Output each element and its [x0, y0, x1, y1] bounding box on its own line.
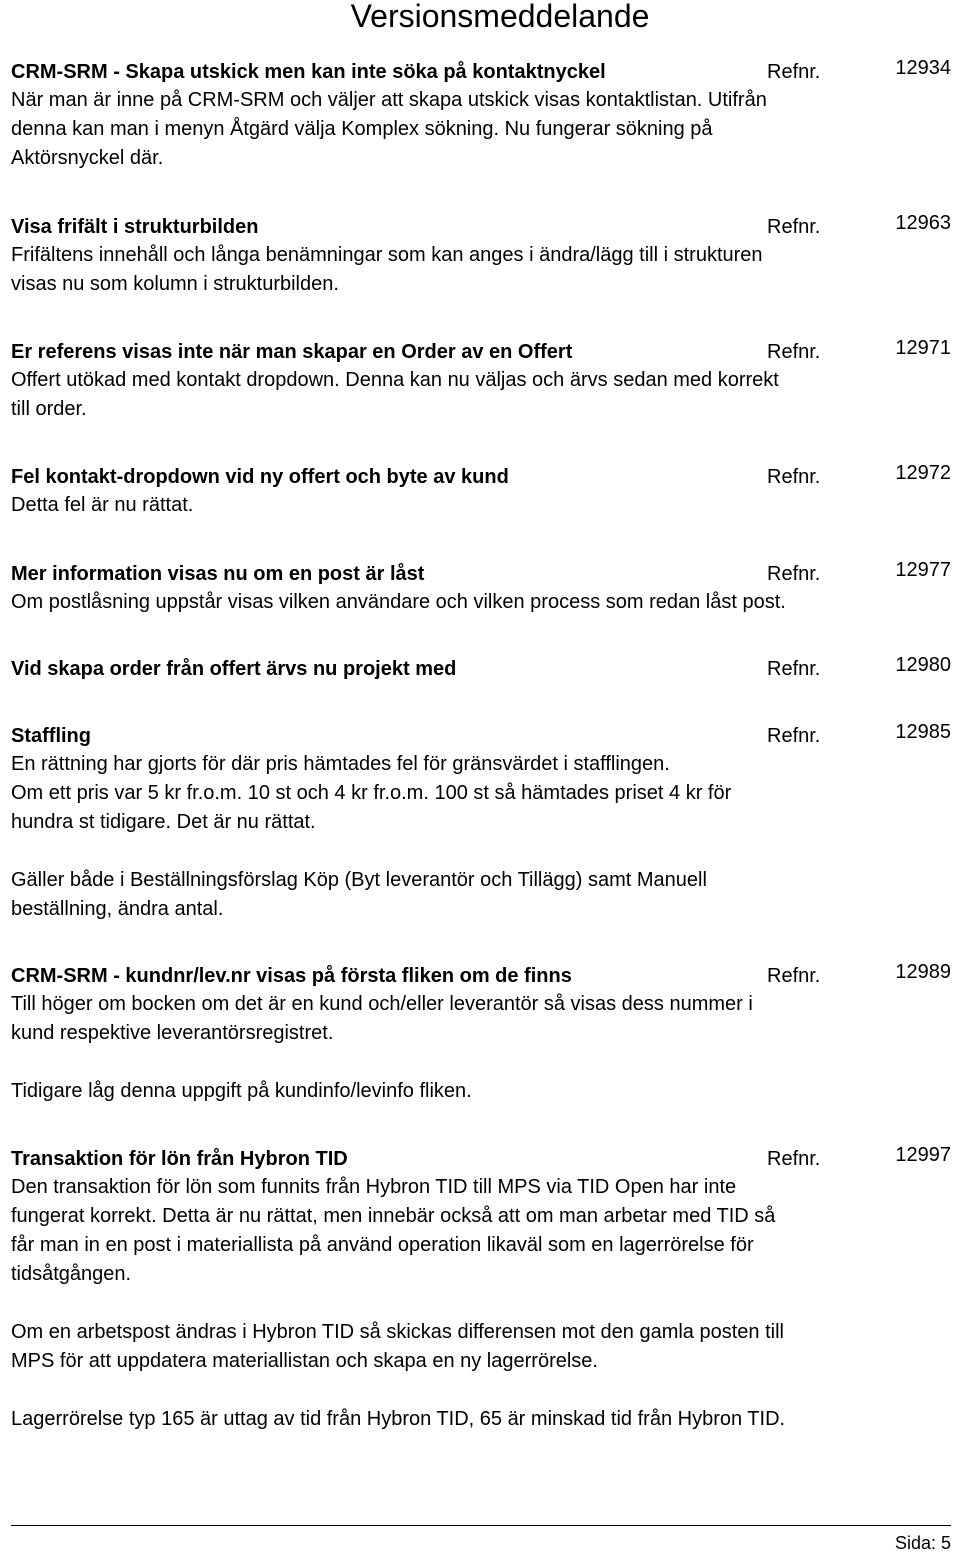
- footer-divider: [11, 1525, 951, 1526]
- paragraph-gap: [11, 1048, 951, 1077]
- release-note-entry: [11, 720, 951, 924]
- entry-header: [11, 960, 951, 990]
- entry-paragraph: [11, 1173, 951, 1289]
- entry-text-line: Till höger om bocken om det är en kund och/eller leverantör så visas dess nummer i: [11, 993, 753, 1015]
- entry-header: [11, 558, 951, 588]
- refnr-label: Refnr.: [767, 563, 821, 585]
- entry-text-line: tidsåtgången.: [11, 1263, 132, 1285]
- entry-text-line: MPS för att uppdatera materiallistan och skapa en ny lagerrörelse.: [11, 1350, 598, 1372]
- entry-paragraph: [11, 990, 951, 1048]
- refnr-label: Refnr.: [767, 1148, 821, 1170]
- paragraph-gap: [11, 1376, 951, 1405]
- entry-header: [11, 461, 951, 491]
- entry-paragraph: [11, 1077, 951, 1106]
- entry-text-line: fungerat korrekt. Detta är nu rättat, men innebär också att om man arbetar med TID så: [11, 1205, 776, 1227]
- release-note-entry: [11, 1143, 951, 1434]
- entry-text-line: hundra st tidigare. Det är nu rättat.: [11, 811, 316, 833]
- entry-paragraph: [11, 366, 951, 424]
- refnr-label: Refnr.: [767, 965, 821, 987]
- entry-title: Staffling: [11, 725, 91, 747]
- release-note-entry: [11, 211, 951, 299]
- entry-paragraph: [11, 588, 951, 617]
- entry-title: CRM-SRM - Skapa utskick men kan inte söka på kontaktnyckel: [11, 61, 606, 83]
- entry-text-line: Gäller både i Beställningsförslag Köp (Byt leverantör och Tillägg) samt Manuell: [11, 869, 707, 891]
- entry-header: [11, 211, 951, 241]
- entry-text-line: Detta fel är nu rättat.: [11, 494, 194, 516]
- refnr-label: Refnr.: [767, 341, 821, 363]
- entry-paragraph: [11, 241, 951, 299]
- reference-number: 12963: [895, 212, 951, 234]
- release-note-entry: [11, 653, 951, 683]
- entry-title: Vid skapa order från offert ärvs nu projekt med: [11, 658, 457, 680]
- entry-text-line: Frifältens innehåll och långa benämningar som kan anges i ändra/lägg till i strukturen: [11, 244, 763, 266]
- entry-title: Mer information visas nu om en post är låst: [11, 563, 425, 585]
- page-title: [0, 0, 960, 32]
- entry-paragraph: [11, 750, 951, 837]
- paragraph-gap: [11, 837, 951, 866]
- entry-text-line: beställning, ändra antal.: [11, 898, 224, 920]
- reference-number: 12980: [895, 654, 951, 676]
- reference-number: 12934: [895, 57, 951, 79]
- release-note-entry: [11, 558, 951, 617]
- release-note-entry: [11, 336, 951, 424]
- entry-header: [11, 720, 951, 750]
- entry-text-line: Lagerrörelse typ 165 är uttag av tid från Hybron TID, 65 är minskad tid från Hybron TID.: [11, 1408, 786, 1430]
- entry-text-line: Den transaktion för lön som funnits från Hybron TID till MPS via TID Open har inte: [11, 1176, 737, 1198]
- entry-title: Visa frifält i strukturbilden: [11, 216, 259, 238]
- entry-title: Fel kontakt-dropdown vid ny offert och byte av kund: [11, 466, 509, 488]
- entry-paragraph: [11, 1318, 951, 1376]
- page-number: Sida: 5: [894, 1533, 951, 1553]
- entry-header: [11, 1143, 951, 1173]
- entry-paragraph: [11, 86, 951, 173]
- reference-number: 12977: [895, 559, 951, 581]
- entry-text-line: Aktörsnyckel där.: [11, 147, 164, 169]
- entry-paragraph: [11, 491, 951, 520]
- reference-number: 12972: [895, 462, 951, 484]
- release-note-entry: [11, 461, 951, 520]
- refnr-label: Refnr.: [767, 466, 821, 488]
- entry-title: CRM-SRM - kundnr/lev.nr visas på första fliken om de finns: [11, 965, 572, 987]
- entry-text-line: Tidigare låg denna uppgift på kundinfo/levinfo fliken.: [11, 1080, 472, 1102]
- refnr-label: Refnr.: [767, 216, 821, 238]
- entry-header: [11, 56, 951, 86]
- entry-paragraph: [11, 1405, 951, 1434]
- entry-text-line: till order.: [11, 398, 87, 420]
- reference-number: 12997: [895, 1144, 951, 1166]
- refnr-label: Refnr.: [767, 725, 821, 747]
- reference-number: 12985: [895, 721, 951, 743]
- entry-title: Er referens visas inte när man skapar en Order av en Offert: [11, 341, 573, 363]
- release-note-entry: [11, 960, 951, 1106]
- release-note-entry: [11, 56, 951, 173]
- entry-text-line: En rättning har gjorts för där pris hämtades fel för gränsvärdet i stafflingen.: [11, 753, 670, 775]
- entry-text-line: får man in en post i materiallista på använd operation likaväl som en lagerrörelse för: [11, 1234, 754, 1256]
- entry-header: [11, 336, 951, 366]
- entry-header: [11, 653, 951, 683]
- refnr-label: Refnr.: [767, 658, 821, 680]
- reference-number: 12971: [895, 337, 951, 359]
- entry-text-line: Om ett pris var 5 kr fr.o.m. 10 st och 4 kr fr.o.m. 100 st så hämtades priset 4 kr för: [11, 782, 732, 804]
- refnr-label: Refnr.: [767, 61, 821, 83]
- entry-text-line: visas nu som kolumn i strukturbilden.: [11, 273, 339, 295]
- entry-text-line: Offert utökad med kontakt dropdown. Denna kan nu väljas och ärvs sedan med korrekt: [11, 369, 779, 391]
- entry-text-line: Om postlåsning uppstår visas vilken användare och vilken process som redan låst post.: [11, 591, 786, 613]
- page-title-text: Versionsmeddelande: [350, 0, 650, 34]
- entry-text-line: Om en arbetspost ändras i Hybron TID så skickas differensen mot den gamla posten till: [11, 1321, 784, 1343]
- entry-paragraph: [11, 866, 951, 924]
- paragraph-gap: [11, 1289, 951, 1318]
- entry-title: Transaktion för lön från Hybron TID: [11, 1148, 348, 1170]
- entry-text-line: kund respektive leverantörsregistret.: [11, 1022, 334, 1044]
- entry-text-line: denna kan man i menyn Åtgärd välja Komplex sökning. Nu fungerar sökning på: [11, 118, 713, 140]
- entry-text-line: När man är inne på CRM-SRM och väljer att skapa utskick visas kontaktlistan. Utifrån: [11, 89, 767, 111]
- reference-number: 12989: [895, 961, 951, 983]
